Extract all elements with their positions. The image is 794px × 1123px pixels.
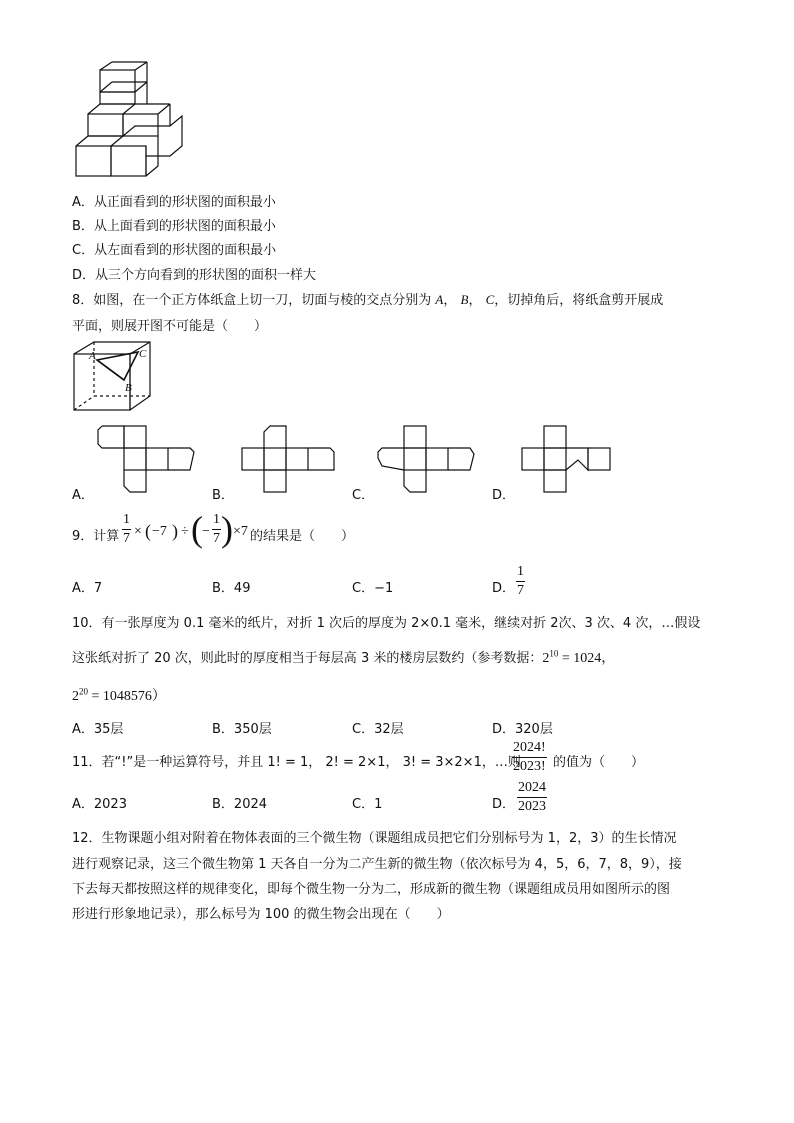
net-option-c (376, 424, 476, 494)
q9-paren-open-2: ( (191, 509, 203, 549)
q9-paren-open-1: ( (145, 521, 151, 541)
net-option-d (516, 424, 616, 494)
q11-option-d-label: D． (492, 797, 516, 812)
q8-stem-prefix: 8．如图，在一个正方体纸盒上切一刀，切面与棱的交点分别为 (72, 293, 432, 308)
q10-ref2-val: = 1048576） (88, 689, 166, 704)
q10-ref1-base: 2 (542, 651, 550, 666)
q10-stem-line3 (72, 685, 166, 705)
q10-option-d: D．320层 (492, 722, 553, 737)
q10-ref2-exp: 20 (79, 686, 88, 697)
q12-stem-line3: 下去每天都按照这样的规律变化，即每个微生物一分为二，形成新的微生物（课题组成员用如图所示的图 (72, 882, 671, 897)
net-option-a (96, 424, 196, 494)
q10-ref1-val: = 1024， (558, 651, 616, 666)
net-option-b (236, 424, 336, 494)
stacked-cubes-figure (70, 66, 190, 178)
q9-suffix: 的结果是（ ） (250, 529, 355, 544)
q11-optd-num: 2024 (518, 780, 546, 795)
q7-option-d: D．从三个方向看到的形状图的面积一样大 (72, 268, 317, 283)
q8-option-d-label: D． (492, 488, 516, 503)
q9-frac2-num: 1 (213, 512, 220, 527)
fig-label-c: C (139, 348, 147, 360)
q10-line2-prefix: 这张纸对折了 20 次，则此时的厚度相当于每层高 3 米的楼房层数约（参考数据： (72, 651, 543, 666)
q9-optd-num: 1 (517, 564, 524, 579)
q8-option-b-label: B． (212, 488, 234, 503)
q11-suffix: 的值为（ ） (553, 755, 645, 770)
q9-paren-content: −7 (152, 524, 167, 539)
fig-label-a: A (89, 350, 96, 362)
q9-paren-close-1: ) (172, 521, 178, 541)
q7-option-a: A．从正面看到的形状图的面积最小 (72, 195, 276, 210)
q10-ref2-base: 2 (72, 689, 79, 704)
q11-prefix: 11．若“!”是一种运算符号，并且 1! = 1， 2! = 2×1， 3! = 3×2×1，…则 (72, 755, 521, 770)
q10-stem-line1: 10．有一张厚度为 0.1 毫米的纸片，对折 1 次后的厚度为 2×0.1 毫米，继续对折 2次、3 次、4 次，…假设 (72, 616, 701, 631)
q11-frac-den: 2023! (513, 759, 546, 774)
fig-label-b: B (125, 382, 132, 394)
q9-paren-close-2: ) (221, 509, 233, 549)
q9-frac2-sign: − (202, 524, 210, 539)
q9-option-d-label: D． (492, 581, 516, 596)
q8-option-a-label: A． (72, 488, 94, 503)
q9-fraction-2 (212, 512, 221, 547)
q10-ref1-exp: 10 (549, 648, 559, 659)
q10-option-b: B．350层 (212, 722, 272, 737)
q8-stem-line2: 平面，则展开图不可能是（ ） (72, 319, 268, 334)
q11-option-d-fraction (517, 780, 547, 815)
q11-option-a: A．2023 (72, 797, 127, 812)
q9-option-b: B．49 (212, 581, 251, 596)
q8-stem-suffix: ，切掉角后，将纸盒剪开展成 (494, 293, 664, 308)
q8-point-c: C (485, 292, 495, 307)
q11-option-c: C．1 (352, 797, 383, 812)
q8-option-c-label: C． (352, 488, 375, 503)
q11-fraction (512, 740, 547, 775)
q9-fraction-1 (122, 512, 131, 547)
q9-frac1-num: 1 (123, 512, 130, 527)
q12-stem-line2: 进行观察记录，这三个微生物第 1 天各自一分为二产生新的微生物（依次标号为 4，5，6，7，8，9），接 (72, 857, 682, 872)
q11-optd-den: 2023 (518, 799, 546, 814)
q9-option-a: A．7 (72, 581, 103, 596)
q8-point-a: A (435, 292, 444, 307)
q12-stem-line1: 12．生物课题小组对附着在物体表面的三个微生物（课题组成员把它们分别标号为 1，2，3）的生长情况 (72, 831, 677, 846)
q9-frac2-den: 7 (213, 531, 220, 546)
q10-option-a: A．35层 (72, 722, 124, 737)
q9-divide: ÷ (181, 524, 189, 539)
q7-option-c: C．从左面看到的形状图的面积最小 (72, 243, 277, 258)
q9-option-d-fraction (516, 564, 525, 599)
q9-times-2: ×7 (233, 524, 248, 539)
q12-stem-line4: 形进行形象地记录），那么标号为 100 的微生物会出现在（ ） (72, 907, 450, 922)
q8-point-b: B (460, 292, 469, 307)
q11-option-b: B．2024 (212, 797, 268, 812)
q9-prefix: 9．计算 (72, 529, 120, 544)
q9-option-c: C．−1 (352, 581, 394, 596)
q9-frac1-den: 7 (123, 531, 130, 546)
q11-frac-num: 2024! (513, 740, 546, 755)
q7-option-b: B．从上面看到的形状图的面积最小 (72, 219, 276, 234)
q10-option-c: C．32层 (352, 722, 404, 737)
q9-optd-den: 7 (517, 583, 524, 598)
q8-stem-line1: 8．如图，在一个正方体纸盒上切一刀，切面与棱的交点分别为 A， B， C，切掉角后，将纸盒剪开展成 (72, 292, 664, 308)
q9-times-1: × (134, 524, 142, 539)
q10-stem-line2 (72, 647, 615, 667)
